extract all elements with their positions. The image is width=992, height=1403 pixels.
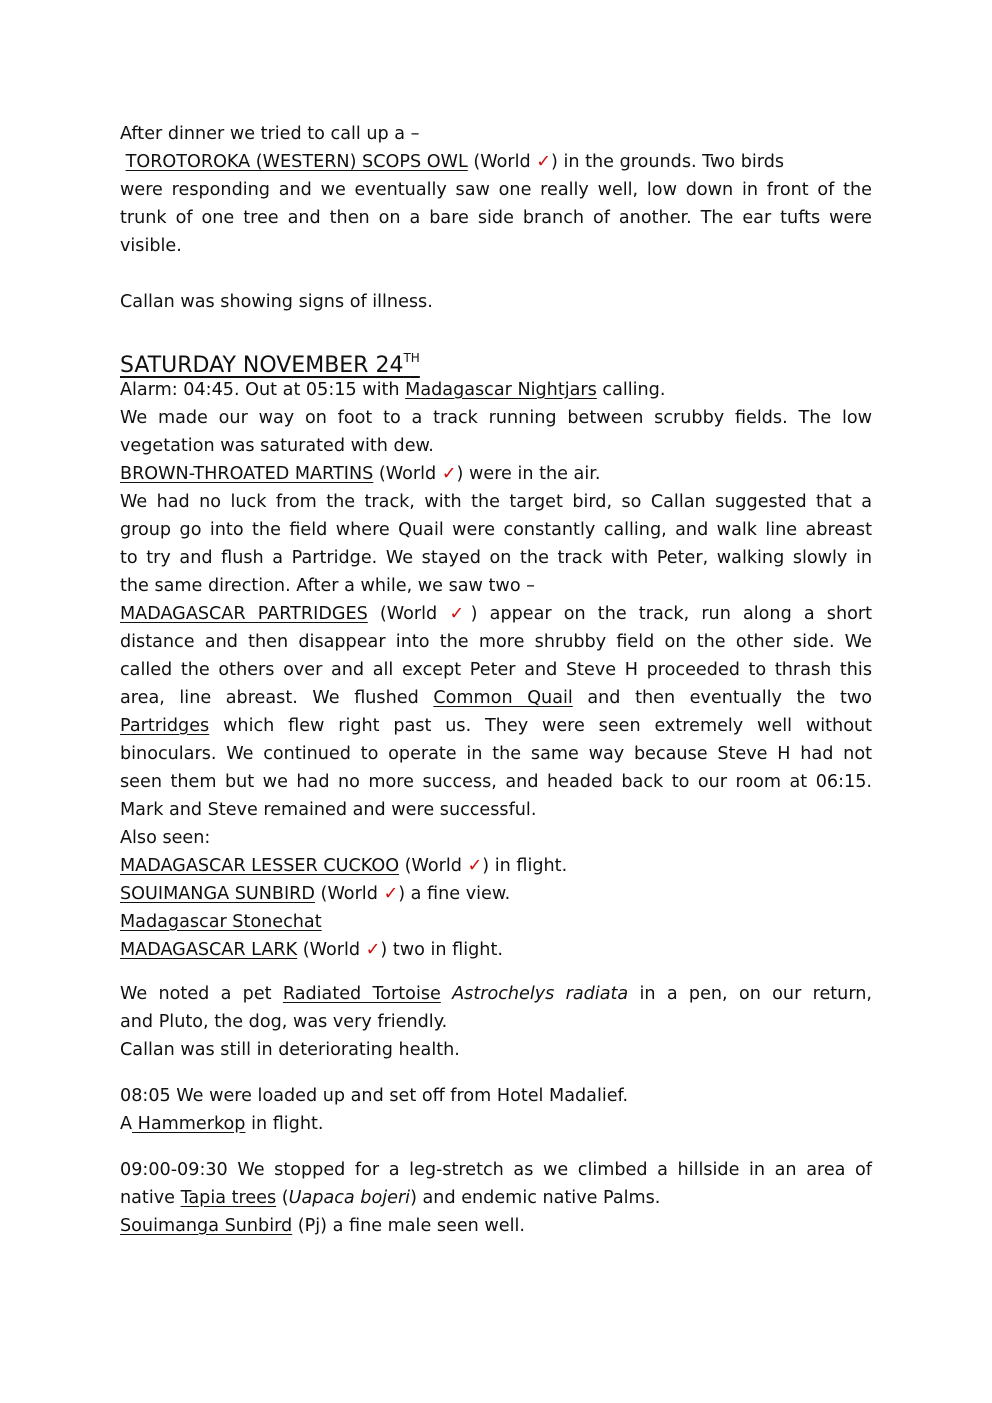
scientific-name: Astrochelys radiata: [452, 984, 629, 1004]
text-line: Mark and Steve remained and were successful.: [120, 800, 537, 820]
heading-superscript: TH: [403, 351, 420, 365]
species-name: Radiated Tortoise: [282, 984, 441, 1004]
species-name: Souimanga Sunbird: [120, 1216, 293, 1236]
tortoise-paragraph: [120, 980, 872, 1064]
illness-paragraph: [120, 288, 872, 316]
scientific-name: Uapaca bojeri: [288, 1188, 411, 1208]
text-line: Also seen:: [120, 828, 211, 848]
text-line: MADAGASCAR PARTRIDGES (World ✓) appear on the track, run along a short: [120, 604, 872, 624]
text-line: distance and then disappear into the more shrubby field on the other side. We: [120, 632, 872, 652]
text-line: A Hammerkop in flight.: [120, 1114, 324, 1134]
text-line: TOROTOROKA (WESTERN) SCOPS OWL (World ✓) in the grounds. Two birds: [125, 152, 785, 172]
check-icon: ✓: [365, 940, 381, 960]
species-name: BROWN-THROATED MARTINS: [120, 464, 374, 484]
text-line: the same direction. After a while, we saw two –: [120, 576, 535, 596]
stop-paragraph: [120, 1156, 872, 1240]
text-line: 08:05 We were loaded up and set off from Hotel Madalief.: [120, 1086, 629, 1106]
check-icon: ✓: [467, 856, 483, 876]
species-name: Partridges: [120, 716, 210, 736]
text-line: Souimanga Sunbird (Pj) a fine male seen well.: [120, 1216, 526, 1236]
text-line: Alarm: 04:45. Out at 05:15 with Madagascar Nightjars calling.: [120, 380, 666, 400]
species-name: Tapia trees: [180, 1188, 277, 1208]
day-narrative: [120, 376, 872, 964]
check-icon: ✓: [449, 604, 471, 624]
text-line: visible.: [120, 236, 182, 256]
check-icon: ✓: [383, 884, 399, 904]
text-line: area, line abreast. We flushed Common Quail and then eventually the two: [120, 688, 873, 708]
species-name: MADAGASCAR LESSER CUCKOO: [120, 856, 400, 876]
text-line: 09:00-09:30 We stopped for a leg-stretch as we climbed a hillside in an area of: [120, 1160, 872, 1180]
species-line: SOUIMANGA SUNBIRD (World ✓) a fine view.: [120, 884, 511, 904]
text-line: seen them but we had no more success, and headed back to our room at 06:15.: [120, 772, 872, 792]
departure-paragraph: [120, 1082, 872, 1138]
species-name: SOUIMANGA SUNBIRD: [120, 884, 315, 904]
species-name: Common Quail: [433, 688, 573, 708]
species-name: MADAGASCAR PARTRIDGES: [120, 604, 368, 624]
species-line: MADAGASCAR LESSER CUCKOO (World ✓) in flight.: [120, 856, 568, 876]
check-icon: ✓: [536, 152, 551, 172]
text-line: trunk of one tree and then on a bare side branch of another. The ear tufts were: [120, 208, 872, 228]
text-line: Partridges which flew right past us. They were seen extremely well without: [120, 716, 873, 736]
text-line: group go into the field where Quail were constantly calling, and walk line abreast: [120, 520, 872, 540]
species-name: Madagascar Stonechat: [120, 912, 322, 932]
world-label: World: [480, 152, 531, 172]
text-line: BROWN-THROATED MARTINS (World ✓) were in the air.: [120, 464, 601, 484]
text-line: were responding and we eventually saw one really well, low down in front of the: [120, 180, 872, 200]
species-line: MADAGASCAR LARK (World ✓) two in flight.: [120, 940, 503, 960]
heading-text: SATURDAY NOVEMBER 24: [120, 353, 404, 378]
text-line: binoculars. We continued to operate in the same way because Steve H had not: [120, 744, 872, 764]
species-name: Hammerkop: [132, 1114, 246, 1134]
text-line: We made our way on foot to a track running between scrubby fields. The low: [120, 408, 872, 428]
text-line: and Pluto, the dog, was very friendly.: [120, 1012, 448, 1032]
species-name: Madagascar Nightjars: [405, 380, 597, 400]
text-line: After dinner we tried to call up a –: [120, 124, 420, 144]
text-line: Callan was showing signs of illness.: [120, 292, 433, 312]
text-fragment: in the grounds. Two birds: [557, 152, 785, 172]
text-line: native Tapia trees (Uapaca bojeri) and endemic native Palms.: [120, 1188, 661, 1208]
species-line: [120, 908, 872, 936]
text-line: called the others over and all except Peter and Steve H proceeded to thrash this: [120, 660, 872, 680]
text-line: We had no luck from the track, with the target bird, so Callan suggested that a: [120, 492, 872, 512]
species-name: MADAGASCAR LARK: [120, 940, 298, 960]
check-icon: ✓: [441, 464, 457, 484]
text-line: We noted a pet Radiated Tortoise Astrochelys radiata in a pen, on our return,: [120, 984, 872, 1004]
text-line: Callan was still in deteriorating health.: [120, 1040, 460, 1060]
species-name: TOROTOROKA (WESTERN) SCOPS OWL: [125, 152, 468, 172]
owl-paragraph: [120, 120, 872, 260]
text-line: vegetation was saturated with dew.: [120, 436, 434, 456]
text-line: to try and flush a Partridge. We stayed on the track with Peter, walking slowly in: [120, 548, 872, 568]
